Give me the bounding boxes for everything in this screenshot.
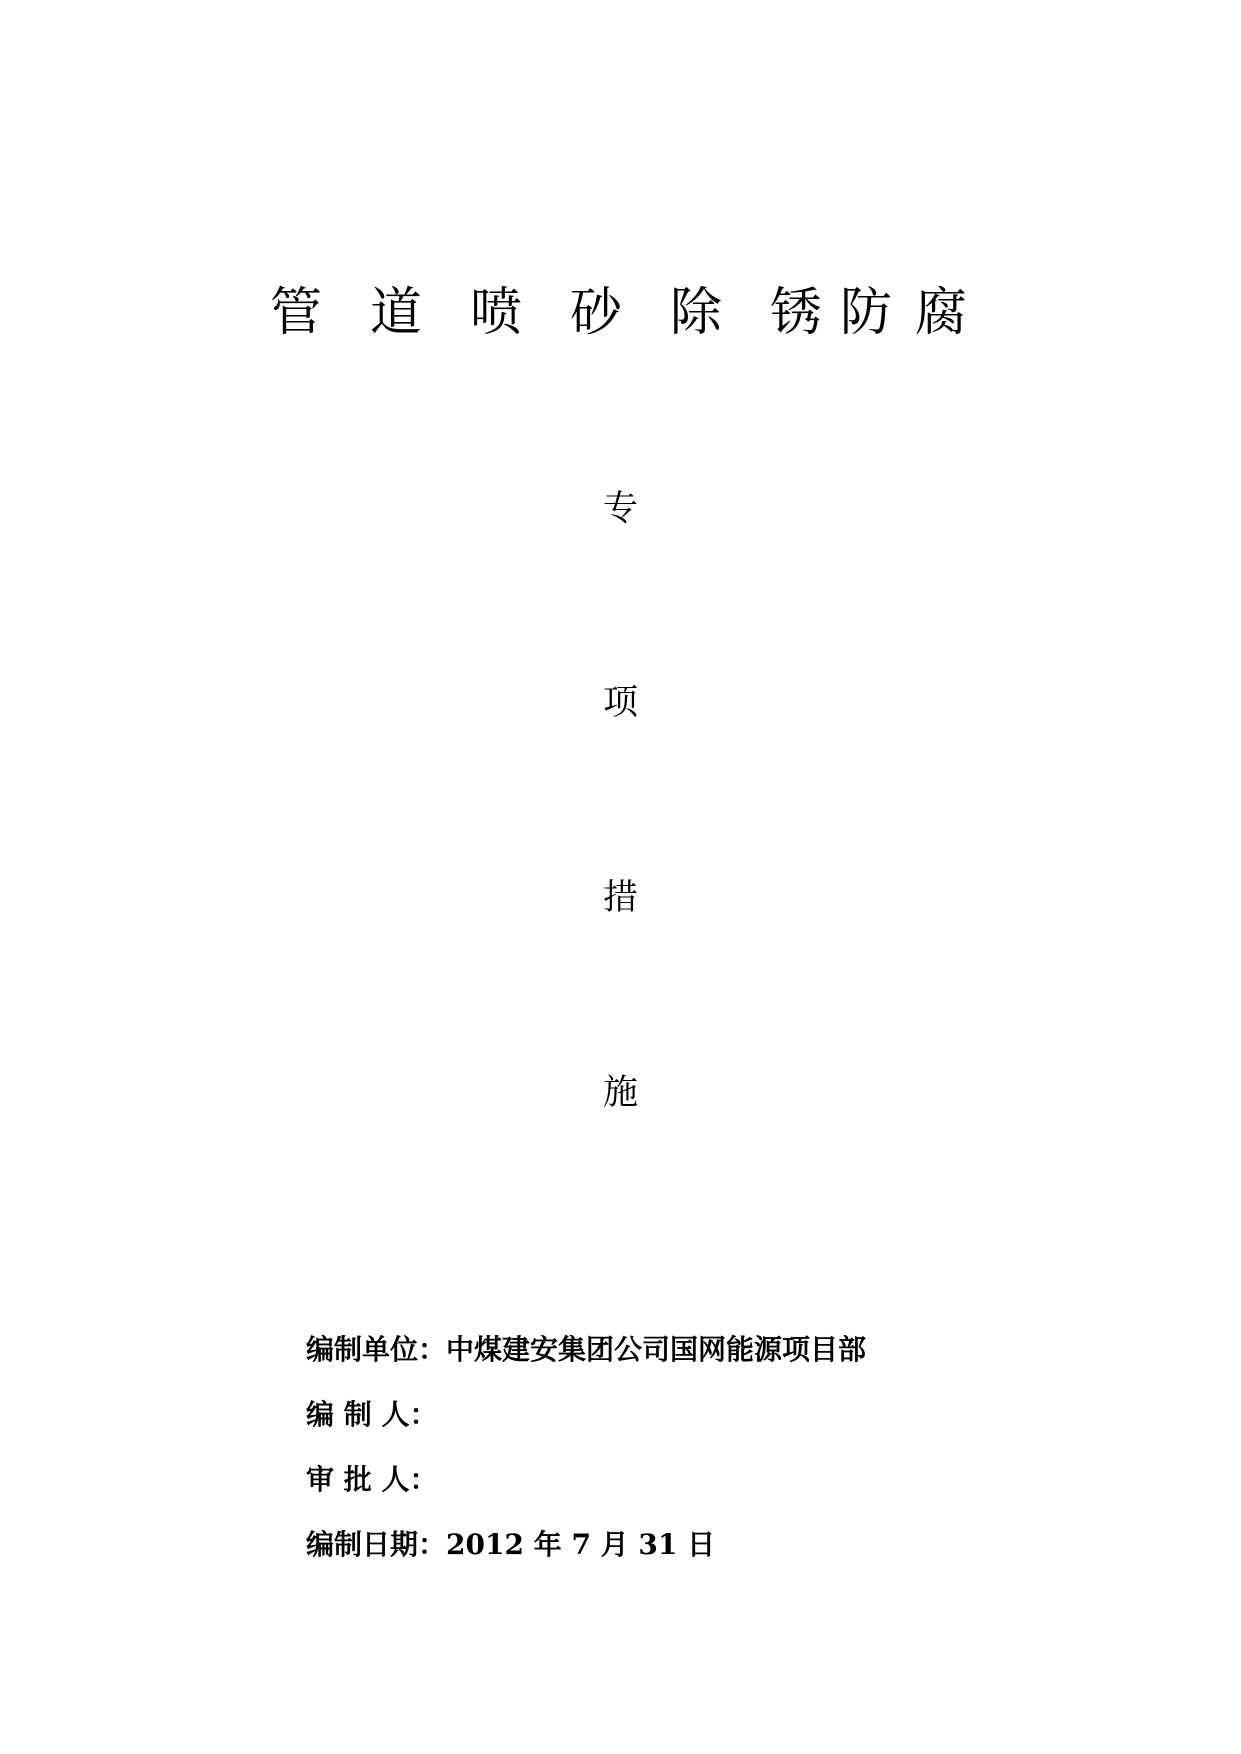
compile-date-line: [306, 1525, 715, 1565]
subtitle-char-4: 施: [602, 1073, 638, 1113]
title-char-3: 喷: [470, 283, 523, 343]
compiler-line: [306, 1395, 438, 1435]
subtitle-char-3: 措: [602, 878, 638, 918]
compile-date-label: 编制日期：: [306, 1528, 447, 1561]
approver-line: [306, 1460, 438, 1500]
compiling-unit-value: 中煤建安集团公司国网能源项目部: [446, 1333, 867, 1366]
title-char-8: 腐: [915, 283, 968, 343]
compile-date-value: 2012 年 7 月 31 日: [446, 1528, 716, 1561]
title-char-2: 道: [370, 283, 423, 343]
compiler-label: 编 制 人：: [306, 1398, 438, 1431]
compiling-unit-line: [306, 1330, 866, 1370]
document-title: [0, 278, 1241, 348]
title-char-6: 锈: [770, 283, 823, 343]
title-char-4: 砂: [570, 283, 623, 343]
title-char-1: 管: [270, 283, 323, 343]
compiling-unit-label: 编制单位：: [306, 1333, 447, 1366]
subtitle-char-2: 项: [602, 683, 638, 723]
title-char-5: 除: [670, 283, 723, 343]
title-char-7: 防: [840, 283, 893, 343]
approver-label: 审 批 人：: [306, 1463, 438, 1496]
subtitle-char-1: 专: [602, 489, 638, 529]
